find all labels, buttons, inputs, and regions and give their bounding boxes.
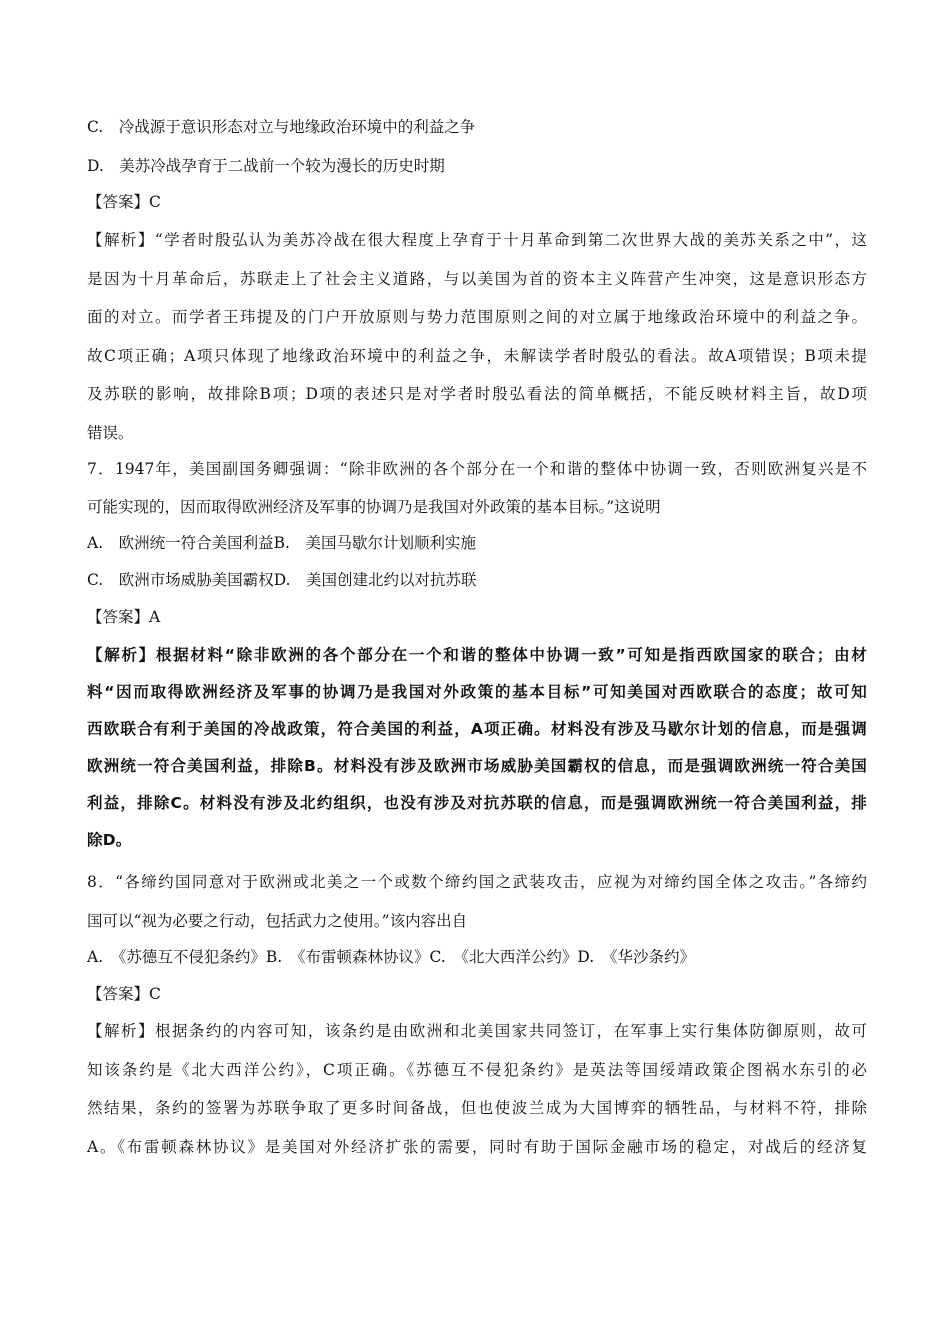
analysis-q6-line6: 错误。 (87, 424, 134, 442)
analysis-q6-line2: 是因为十月革命后，苏联走上了社会主义道路，与以美国为首的资本主义阵营产生冲突，这是意识形态方 (87, 270, 867, 288)
option-c-q6: C. 冷战源于意识形态对立与地缘政治环境中的利益之争 (87, 118, 476, 136)
options-cd-q7: C. 欧洲市场威胁美国霸权D. 美国创建北约以对抗苏联 (87, 571, 477, 589)
analysis-q7-line2: 料“因而取得欧洲经济及军事的协调乃是我国对外政策的基本目标”可知美国对西欧联合的态度；故可知 (87, 683, 867, 701)
answer-q7: 【答案】A (87, 608, 161, 626)
answer-q8: 【答案】C (87, 985, 161, 1003)
analysis-q8-line2: 知该条约是《北大西洋公约》，C项正确。《苏德互不侵犯条约》是英法等国绥靖政策企图祸水东引的必 (87, 1061, 867, 1079)
analysis-q8-line4: A。《布雷顿森林协议》是美国对外经济扩张的需要，同时有助于国际金融市场的稳定，对战后的经济复 (87, 1138, 867, 1156)
analysis-q6-line4: 故C项正确；A项只体现了地缘政治环境中的利益之争，未解读学者时殷弘的看法。故A项错误；B项未提 (87, 347, 867, 365)
option-d-q6: D. 美苏冷战孕育于二战前一个较为漫长的历史时期 (87, 157, 445, 175)
analysis-q8-line1: 【解析】根据条约的内容可知，该条约是由欧洲和北美国家共同签订，在军事上实行集体防御原则，故可 (87, 1022, 867, 1040)
analysis-q7-line1: 【解析】根据材料“除非欧洲的各个部分在一个和谐的整体中协调一致”可知是指西欧国家的联合；由材 (87, 646, 867, 664)
question-7-line1: 7．1947年，美国副国务卿强调：“除非欧洲的各个部分在一个和谐的整体中协调一致，否则欧洲复兴是不 (87, 460, 867, 478)
answer-q6: 【答案】C (87, 193, 161, 211)
question-8-line2: 国可以“视为必要之行动，包括武力之使用。”该内容出自 (87, 912, 468, 930)
analysis-q7-line6: 除D。 (87, 831, 132, 849)
analysis-q6-line3: 面的对立。而学者王玮提及的门户开放原则与势力范围原则之间的对立属于地缘政治环境中的利益之争。 (87, 308, 867, 326)
analysis-q7-line5: 利益，排除C。材料没有涉及北约组织，也没有涉及对抗苏联的信息，而是强调欧洲统一符合美国利益，排 (87, 794, 867, 812)
analysis-q7-line4: 欧洲统一符合美国利益，排除B。材料没有涉及欧洲市场威胁美国霸权的信息，而是强调欧洲统一符合美国 (87, 757, 867, 775)
analysis-q8-line3: 然结果，条约的签署为苏联争取了更多时间备战，但也使波兰成为大国博弈的牺牲品，与材料不符，排除 (87, 1099, 867, 1117)
question-7-line2: 可能实现的，因而取得欧洲经济及军事的协调乃是我国对外政策的基本目标。”这说明 (87, 498, 661, 516)
options-ab-q7: A. 欧洲统一符合美国利益B. 美国马歇尔计划顺利实施 (87, 534, 476, 552)
options-q8: A. 《苏德互不侵犯条约》B. 《布雷顿森林协议》C. 《北大西洋公约》D. 《华沙条约》 (87, 948, 695, 966)
analysis-q6-line1: 【解析】“学者时殷弘认为美苏冷战在很大程度上孕育于十月革命到第二次世界大战的美苏关系之中”，这 (87, 231, 867, 249)
analysis-q7-line3: 西欧联合有利于美国的冷战政策，符合美国的利益，A项正确。材料没有涉及马歇尔计划的信息，而是强调 (87, 720, 867, 738)
analysis-q6-line5: 及苏联的影响，故排除B项；D项的表述只是对学者时殷弘看法的简单概括，不能反映材料主旨，故D项 (87, 385, 867, 403)
question-8-line1: 8．“各缔约国同意对于欧洲或北美之一个或数个缔约国之武装攻击，应视为对缔约国全体之攻击。”各缔约 (87, 873, 867, 891)
